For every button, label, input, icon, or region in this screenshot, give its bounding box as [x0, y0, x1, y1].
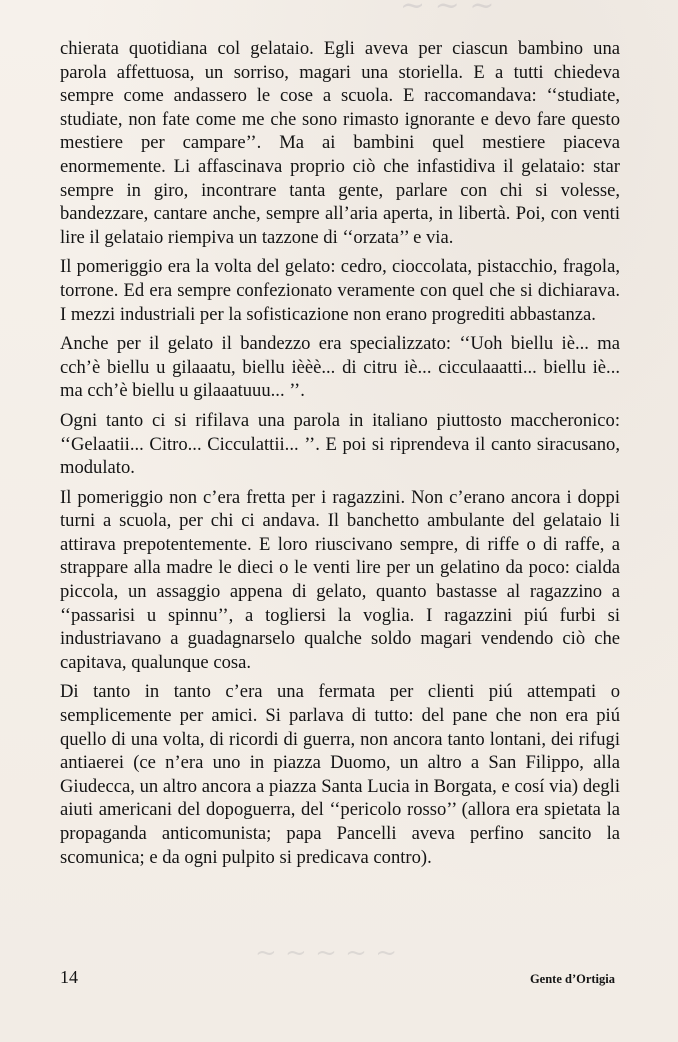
body-text	[60, 37, 620, 875]
page-number: 14	[60, 967, 78, 987]
paragraph: Anche per il gelato il bandezzo era specializzato: ‘‘Uoh biellu iè... ma cch’è biellu u gilaaatu, biellu ièèè... di citru iè... cicculaaatti... biellu iè... ma cch’è biellu u gilaaatuuu... ’’.	[60, 333, 620, 402]
paragraph: chierata quotidiana col gelataio. Egli aveva per ciascun bambino una parola affettuosa, un sorriso, magari una storiella. E a tutti chiedeva sempre come andassero le cose a scuola. E raccomandava: ‘‘studiate, studiate, non fate come me che sono rimasto ignorante e devo fare questo mestiere per campare’’. Ma ai bambini quel mestiere piaceva enormemente. Li affascinava proprio ciò che infastidiva il gelataio: star sempre in giro, incontrare tanta gente, parlare con chi si volesse, bandezzare, cantare anche, sempre all’aria aperta, in libertà. Poi, con venti lire il gelataio riempiva un tazzone di ‘‘orzata’’ e via.	[60, 38, 620, 248]
paragraph: Di tanto in tanto c’era una fermata per clienti piú attempati o semplicemente per amici. Si parlava di tutto: del pane che non era piú quello di una volta, di ricordi di guerra, non ancora tanto lontani, dei rifugi antiaerei (ce n’era uno in piazza Duomo, un altro a San Filippo, alla Giudecca, un altro ancora a piazza Santa Lucia in Borgata, e cosí via) degli aiuti americani del dopoguerra, del ‘‘pericolo rosso’’ (allora era spietata la propaganda anticomunista; papa Pancelli aveva perfino sancito la scomunica; e da ogni pulpito si predicava contro).	[60, 681, 620, 868]
bleed-through-handwriting: ~ ~ ~	[400, 0, 495, 23]
running-title: Gente d’Ortigia	[529, 972, 615, 986]
paragraph: Il pomeriggio non c’era fretta per i ragazzini. Non c’erano ancora i doppi turni a scuola, per chi ci andava. Il banchetto ambulante del gelataio li attirava prepotentemente. E loro riuscivano sempre, di riffe o di raffe, a strappare alla madre le dieci o le venti lire per un gelatino da poco: cialda piccola, un assaggio appena di gelato, quanto bastasse al ragazzino a ‘‘passarisi u spinnu’’, a togliersi la voglia. I ragazzini piú furbi si industriavano a guadagnarselo qualche soldo magari vendendo ciò che capitava, qualunque cosa.	[60, 486, 620, 673]
paragraph: Il pomeriggio era la volta del gelato: cedro, cioccolata, pistacchio, fragola, torrone. Ed era sempre confezionato veramente con quel che si dichiarava. I mezzi industriali per la sofisticazione non erano progrediti abbastanza.	[60, 256, 620, 325]
bleed-through-handwriting: ~ ~ ~ ~ ~	[255, 938, 397, 968]
paragraph: Ogni tanto ci si rifilava una parola in italiano piuttosto maccheronico: ‘‘Gelaatii... Citro... Cicculattii... ’’. E poi si riprendeva il canto siracusano, modulato.	[60, 409, 620, 479]
